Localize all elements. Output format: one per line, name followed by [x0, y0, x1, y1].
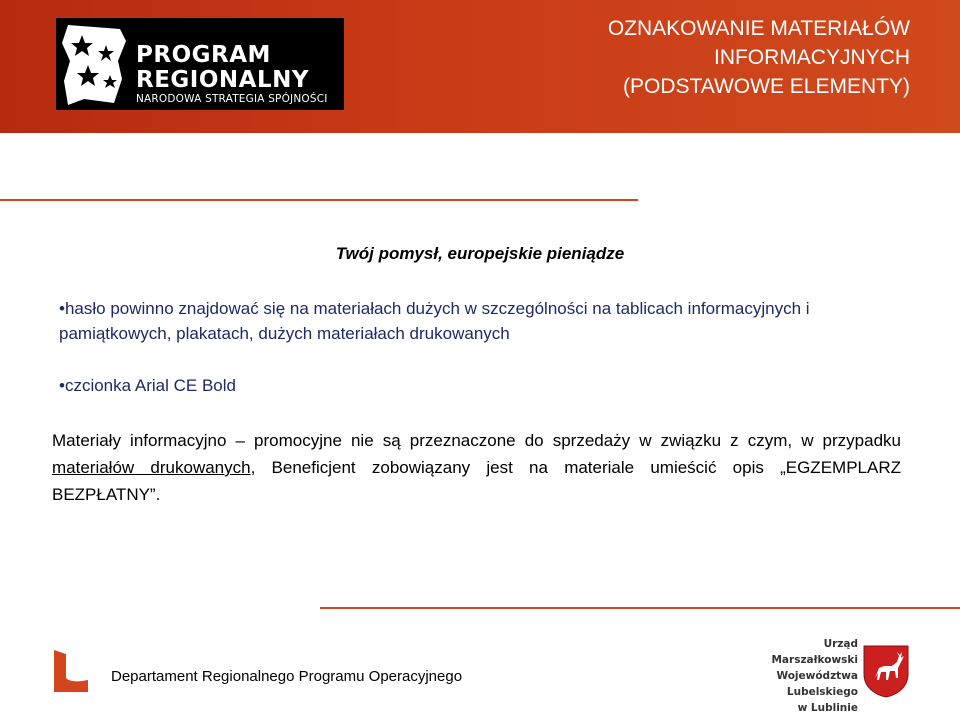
page-title-line: (PODSTAWOWE ELEMENTY) [622, 75, 910, 98]
stars-map-icon [60, 21, 130, 107]
lubelskie-logo-icon [52, 648, 90, 694]
page-title-line: OZNAKOWANIE MATERIAŁÓW [607, 17, 910, 40]
page-title [490, 14, 910, 101]
bullet-item: •czcionka Arial CE Bold [59, 376, 236, 395]
paragraph-text: Materiały informacyjno – promocyjne nie są przeznaczone do sprzedaży w związku z czym, w przypadku [52, 431, 901, 450]
footer-org-line: Województwa Lubelskiego [776, 670, 858, 698]
paragraph-text: , Beneficjent zobowiązany jest na materiale umieścić opis „EGZEMPLARZ BEZPŁATNY”. [52, 458, 901, 504]
page-title-line: INFORMACYJNYCH [713, 46, 910, 69]
footer-department: Departament Regionalnego Programu Operacyjnego [111, 668, 463, 685]
logo-text-strategy: NARODOWA STRATEGIA SPÓJNOŚCI [136, 93, 328, 105]
divider-line-top [0, 199, 638, 201]
divider-line-bottom [320, 607, 960, 609]
footer-organization [740, 636, 858, 716]
coat-of-arms-icon [862, 644, 910, 698]
bullet-list [59, 296, 909, 398]
footer-org-line: Urząd Marszałkowski [771, 638, 858, 666]
paragraph-underlined: materiałów drukowanych [52, 458, 251, 477]
info-paragraph [52, 427, 901, 508]
slogan: Twój pomysł, europejskie pieniądze [335, 244, 625, 263]
bullet-item: •hasło powinno znajdować się na materiałach dużych w szczególności na tablicach informacyjnych i pamiątkowych, plakatach, dużych materiałach drukowanych [59, 299, 810, 343]
footer-org-line: w Lublinie [797, 702, 858, 714]
program-regionalny-logo [56, 18, 344, 110]
logo-text-regionalny: REGIONALNY [136, 67, 310, 93]
logo-text-program: PROGRAM [136, 42, 271, 68]
